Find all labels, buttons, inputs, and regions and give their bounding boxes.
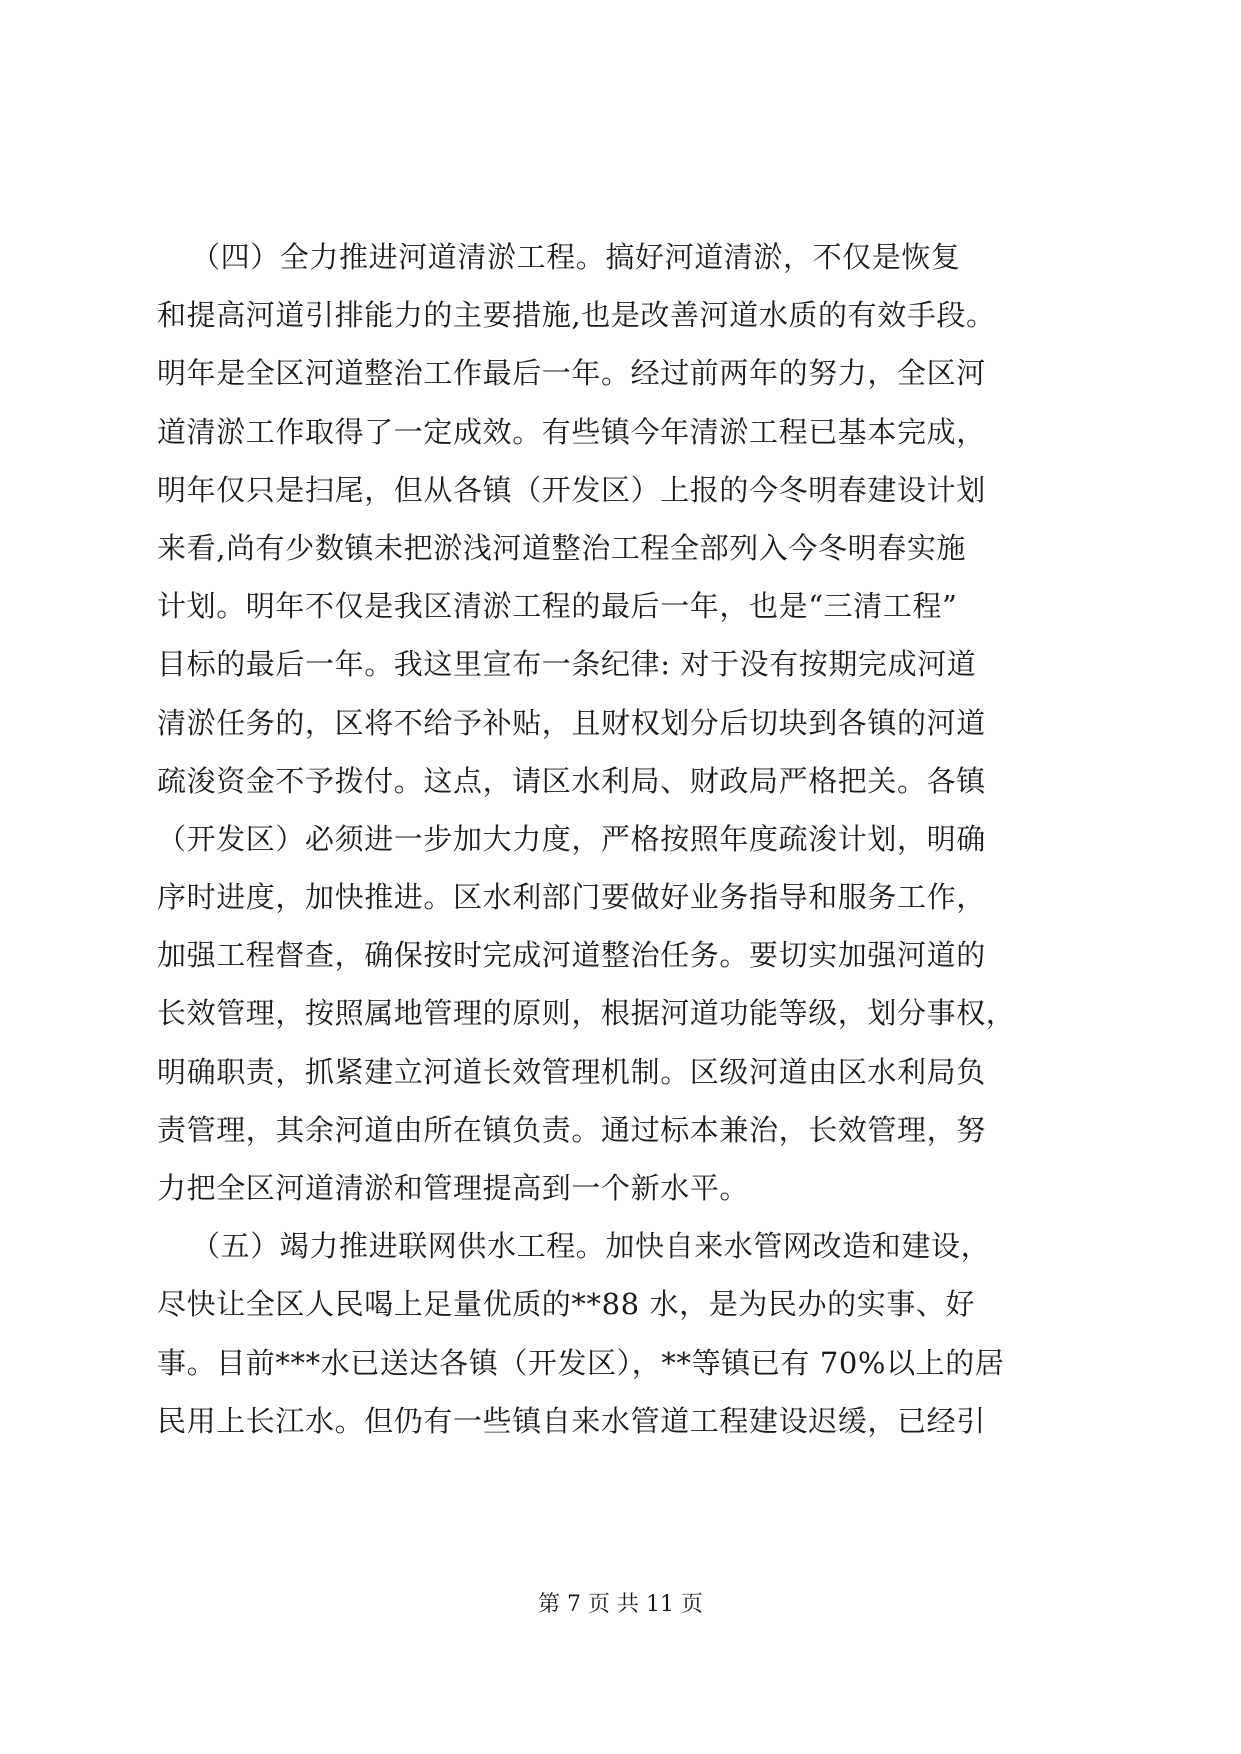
- paragraph-4-line-12: 序时进度，加快推进。区水利部门要做好业务指导和服务工作，: [157, 880, 986, 915]
- paragraph-4-line-11: （开发区）必须进一步加大力度，严格按照年度疏浚计划，明确: [157, 821, 986, 856]
- paragraph-5-line-4: 民用上长江水。但仍有一些镇自来水管道工程建设迟缓，已经引: [157, 1403, 986, 1438]
- paragraph-4-line-4: 道清淤工作取得了一定成效。有些镇今年清淤工程已基本完成，: [157, 414, 986, 449]
- paragraph-4-line-2: 和提高河道引排能力的主要措施,也是改善河道水质的有效手段。: [157, 298, 996, 333]
- page-number-footer: 第 7 页 共 11 页: [538, 1592, 703, 1617]
- paragraph-4-line-5: 明年仅只是扫尾，但从各镇（开发区）上报的今冬明春建设计划: [157, 472, 986, 507]
- paragraph-4-line-15: 明确职责，抓紧建立河道长效管理机制。区级河道由区水利局负: [157, 1054, 986, 1089]
- paragraph-4-line-6: 来看,尚有少数镇未把淤浅河道整治工程全部列入今冬明春实施: [157, 530, 967, 565]
- paragraph-4-line-1: （四）全力推进河道清淤工程。搞好河道清淤，不仅是恢复: [191, 240, 961, 274]
- paragraph-5-line-2: 尽快让全区人民喝上足量优质的**88 水，是为民办的实事、好: [157, 1287, 976, 1322]
- paragraph-5-line-3: 事。目前***水已送达各镇（开发区），**等镇已有 70%以上的居: [157, 1345, 1005, 1380]
- paragraph-4-line-7: 计划。明年不仅是我区清淤工程的最后一年，也是“三清工程”: [157, 589, 958, 624]
- paragraph-4-line-3: 明年是全区河道整治工作最后一年。经过前两年的努力，全区河: [157, 356, 986, 391]
- paragraph-4-line-17: 力把全区河道清淤和管理提高到一个新水平。: [157, 1171, 750, 1205]
- paragraph-4-line-14: 长效管理，按照属地管理的原则，根据河道功能等级，划分事权，: [157, 996, 1016, 1031]
- document-body: [157, 228, 1107, 1450]
- paragraph-4-line-13: 加强工程督查，确保按时完成河道整治任务。要切实加强河道的: [157, 938, 986, 973]
- paragraph-4-line-16: 责管理，其余河道由所在镇负责。通过标本兼治，长效管理，努: [157, 1112, 986, 1147]
- paragraph-4-line-10: 疏浚资金不予拨付。这点，请区水利局、财政局严格把关。各镇: [157, 763, 986, 798]
- paragraph-4-line-9: 清淤任务的，区将不给予补贴，且财权划分后切块到各镇的河道: [157, 705, 986, 740]
- paragraph-4-line-8: 目标的最后一年。我这里宣布一条纪律: 对于没有按期完成河道: [157, 647, 977, 682]
- paragraph-5-line-1: （五）竭力推进联网供水工程。加快自来水管网改造和建设，: [191, 1229, 991, 1264]
